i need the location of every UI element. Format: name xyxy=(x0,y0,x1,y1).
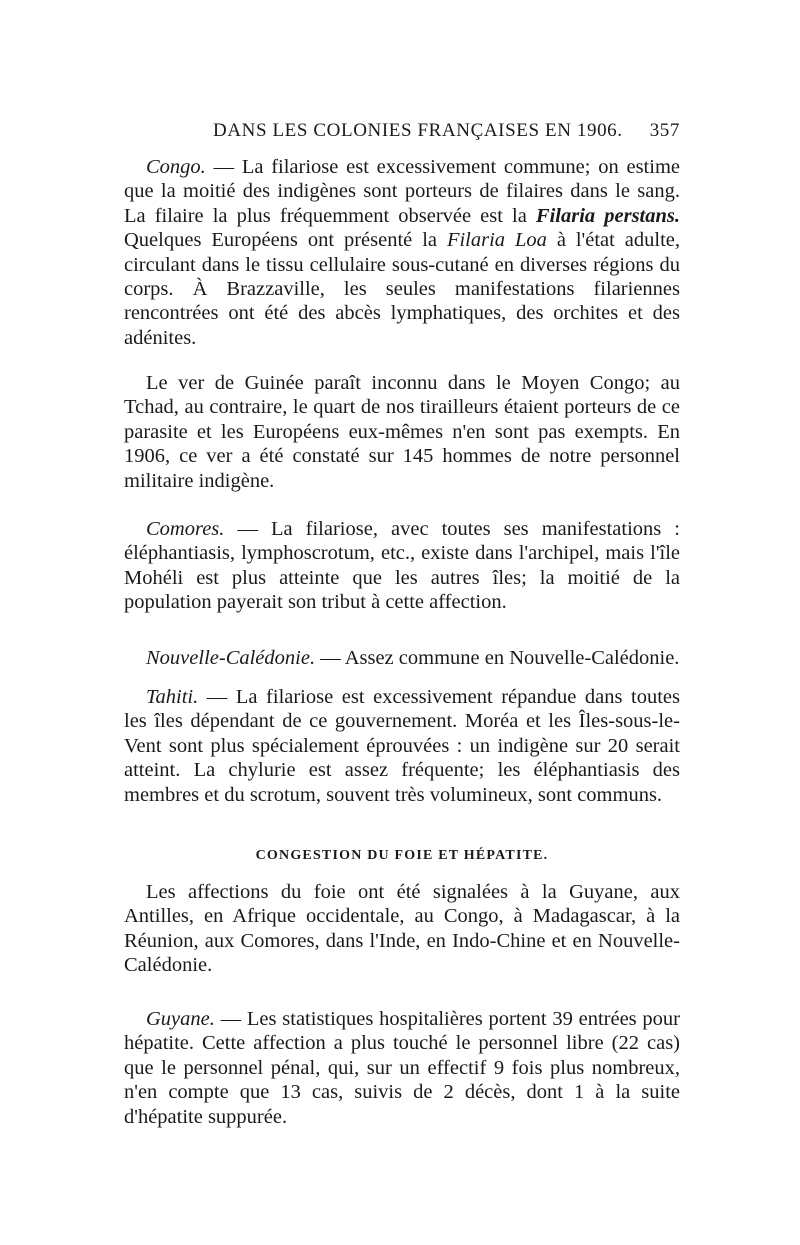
paragraph-text: Les affections du foie ont été signalées à la Guyane, aux Antilles, en Afrique occidentale, au Congo, à Madagascar, à la Réunion, aux Comores, dans l'Inde, en Indo-Chine et en Nouvelle-Calédonie. xyxy=(124,881,680,977)
paragraph-lead: Tahiti. xyxy=(146,686,199,708)
section-heading: CONGESTION DU FOIE ET HÉPATITE. xyxy=(255,848,549,863)
paragraph-lead: Nouvelle-Calédonie. xyxy=(146,647,316,669)
paragraph-tahiti xyxy=(124,685,680,807)
paragraph-text: à l'état adulte, circulant dans le tissu cellulaire sous-cutané en diverses régions du corps. À Brazzaville, les seules manifestations filariennes rencontrées ont été des abcès lymphatiques, des orchites et des adénites. xyxy=(124,229,680,349)
paragraph-text: — La filariose est excessivement commune; on estime que la moitié des indigènes sont porteurs de filaires dans le sang. La filaire la plus fréquemment observée est la xyxy=(124,156,680,227)
paragraph-lead: Comores. xyxy=(146,518,225,540)
paragraph-text: Le ver de Guinée paraît inconnu dans le Moyen Congo; au Tchad, au contraire, le quart de nos tirailleurs étaient porteurs de ce parasite et les Européens eux-mêmes n'en sont pas exempts. En 1906, ce ver a été constaté sur 145 hommes de notre personnel militaire indigène. xyxy=(124,372,680,492)
paragraph-affections-du-foie xyxy=(124,880,680,978)
paragraph-text: — Assez commune en Nouvelle-Calédonie. xyxy=(315,647,680,669)
paragraph-ver-de-guinee xyxy=(124,371,680,493)
paragraph-comores xyxy=(124,517,680,615)
paragraph-nouvelle-caledonie xyxy=(124,646,680,670)
running-title: DANS LES COLONIES FRANÇAISES EN 1906. xyxy=(213,120,623,141)
species-name: Filaria Loa xyxy=(446,229,547,252)
paragraph-congo xyxy=(124,155,680,350)
species-name: Filaria perstans. xyxy=(535,204,680,227)
paragraph-text: — Les statistiques hospitalières portent 39 entrées pour hépatite. Cette affection a plus touché le personnel libre (22 cas) que le personnel pénal, qui, sur un effectif 9 fois plus nombreux, n'en compte que 13 cas, suivis de 2 décès, dont 1 à la suite d'hépatite suppurée. xyxy=(124,1008,680,1128)
paragraph-lead: Congo. xyxy=(146,156,206,178)
page-number: 357 xyxy=(649,120,680,141)
paragraph-lead: Guyane. xyxy=(146,1008,215,1030)
paragraph-text: Quelques Européens ont présenté la xyxy=(124,229,447,252)
paragraph-text: — La filariose, avec toutes ses manifestations : éléphantiasis, lymphoscrotum, etc., existe dans l'archipel, mais l'île Mohéli est plus atteinte que les autres îles; la moitié de la population payerait son tribut à cette affection. xyxy=(124,518,680,614)
paragraph-guyane xyxy=(124,1007,680,1129)
paragraph-text: — La filariose est excessivement répandue dans toutes les îles dépendant de ce gouvernement. Moréa et les Îles-sous-le-Vent sont plus spécialement éprouvées : un indigène sur 20 serait atteint. La chylurie est assez fréquente; les éléphantiasis des membres et du scrotum, souvent très volumineux, sont communs. xyxy=(124,686,680,806)
